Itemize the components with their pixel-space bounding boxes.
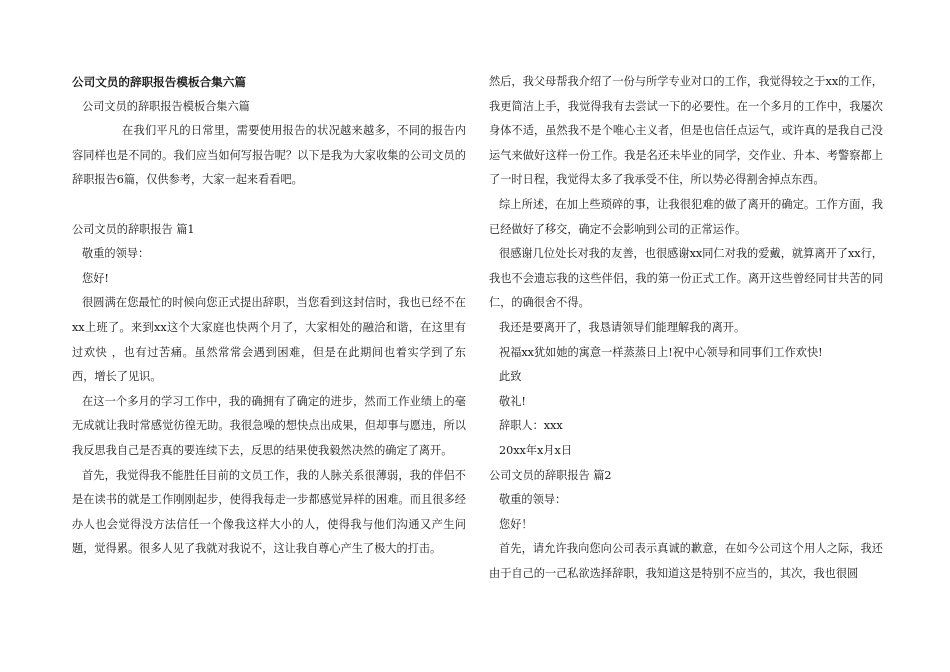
report2-greeting: 您好！ <box>499 517 533 531</box>
report1-paragraph: 很圆满在您最忙的时候向您正式提出辞职，当您看到这封信时，我也已经不在xx上班了。来到xx这个大家庭也快两个月了，大家相处的融洽和谐，在这里有过欢快 ，也有过苦痛。虽然常常会遇到困难，但是在此期间也着实学到了东西，增长了见识。 <box>72 296 466 384</box>
report2-heading: 公司文员的辞职报告 篇2 <box>489 468 612 482</box>
report1-paragraph: 在这一个多月的学习工作中，我的确拥有了确定的进步，然而工作业绩上的毫无成就让我时常感觉彷徨无助。我很急噪的想快点出成果，但却事与愿违，所以我反思我自己是否真的要连续下去，反思的结果使我毅然决然的确定了离开。 <box>72 394 466 457</box>
document-subtitle: 公司文员的辞职报告模板合集六篇 <box>82 99 250 113</box>
right-column <box>489 70 883 586</box>
report1-paragraph: 我还是要离开了，我恳请领导们能理解我的离开。 <box>499 320 746 334</box>
report1-salutation: 敬重的领导： <box>82 247 150 261</box>
document-title: 公司文员的辞职报告模板合集六篇 <box>72 75 246 89</box>
report2-salutation: 敬重的领导： <box>499 493 567 507</box>
report1-closing-salute: 敬礼! <box>499 394 526 408</box>
intro-paragraph: 在我们平凡的日常里，需要使用报告的状况越来越多，不同的报告内容同样也是不同的。我们应当如何写报告呢？以下是我为大家收集的公司文员的辞职报告6篇，仅供参考，大家一起来看看吧。 <box>72 124 466 187</box>
report1-signer: 辞职人：xxx <box>499 419 563 433</box>
report1-closing-greeting: 此致 <box>499 370 522 384</box>
spacer <box>72 193 466 218</box>
report1-paragraph: 首先，我觉得我不能胜任目前的文员工作，我的人脉关系很薄弱，我的伴侣不是在读书的就是工作刚刚起步，使得我每走一步都感觉异样的困难。而且很多经办人也会觉得没方法信任一个像我这样大小的人，使得我与他们沟通又产生问题，觉得累。很多人见了我就对我说不，这让我自尊心产生了极大的打击。 <box>72 468 466 556</box>
report2-paragraph: 首先，请允许我向您向公司表示真诚的歉意，在如今公司这个用人之际，我还由于自己的一己私欲选择辞职，我知道这是特别不应当的，其次，我也很圆 <box>489 542 883 580</box>
report1-paragraph: 很感谢几位处长对我的友善，也很感谢xx同仁对我的爱戴，就算离开了xx行，我也不会遗忘我的这些伴侣，我的第一份正式工作。离开这些曾经同甘共苦的同仁，的确很舍不得。 <box>489 247 883 310</box>
report1-paragraph: 祝福xx犹如她的寓意一样蒸蒸日上!祝中心领导和同事们工作欢快! <box>499 345 823 359</box>
report1-heading: 公司文员的辞职报告 篇1 <box>72 222 195 236</box>
left-column <box>72 70 466 562</box>
report1-paragraph: 综上所述，在加上些琐碎的事，让我很犯难的做了离开的确定。工作方面，我已经做好了移交，确定不会影响到公司的正常运作。 <box>489 197 883 236</box>
report1-date: 20xx年x月x日 <box>499 443 573 457</box>
report1-greeting: 您好! <box>82 271 109 285</box>
report1-paragraph: 然后，我父母帮我介绍了一份与所学专业对口的工作，我觉得较之于xx的工作，我更简洁上手，我觉得我有去尝试一下的必要性。在一个多月的工作中，我屡次身体不适，虽然我不是个唯心主义者，但是也信任点运气，或许真的是我自己没运气来做好这样一份工作。我是名还未毕业的同学，交作业、升本、考警察都上了一时日程，我觉得太多了我承受不住，所以势必得割舍掉点东西。 <box>489 75 883 187</box>
